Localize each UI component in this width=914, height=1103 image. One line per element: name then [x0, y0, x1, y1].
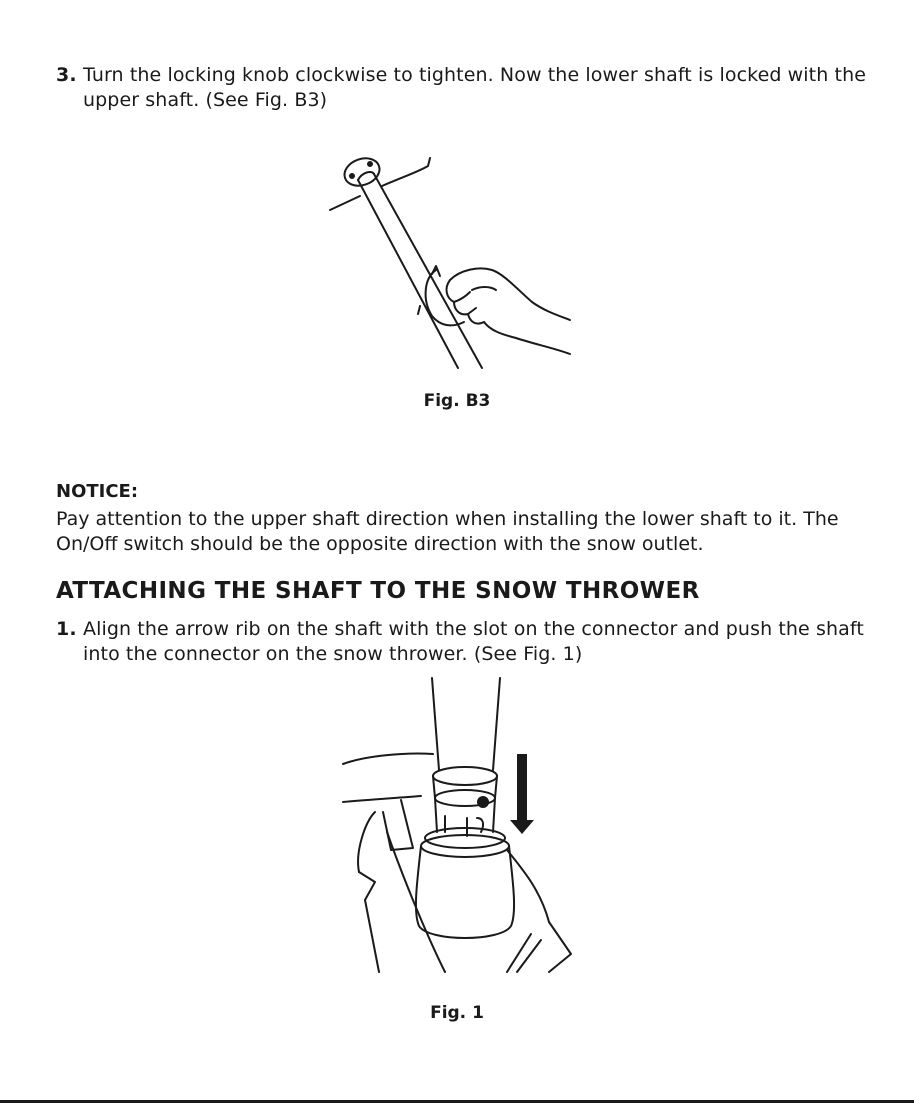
figure-1-illustration	[335, 672, 585, 977]
step-number: 3.	[56, 64, 77, 86]
notice-body: Pay attention to the upper shaft direction when installing the lower shaft to it. The On/Off switch should be the opposite direction with the snow outlet.	[56, 508, 839, 555]
figure-b3-illustration	[320, 150, 580, 375]
step-number: 1.	[56, 618, 77, 640]
section-heading: ATTACHING THE SHAFT TO THE SNOW THROWER	[56, 578, 700, 604]
step-text: Turn the locking knob clockwise to tighten. Now the lower shaft is locked with the upper shaft. (See Fig. B3)	[83, 64, 866, 111]
step-3	[56, 63, 876, 113]
step-1	[56, 617, 876, 667]
figure-1-caption: Fig. 1	[430, 1003, 484, 1023]
step-text: Align the arrow rib on the shaft with the slot on the connector and push the shaft into the connector on the snow thrower. (See Fig. 1)	[83, 618, 864, 665]
notice-title: NOTICE:	[56, 481, 139, 502]
figure-b3-caption: Fig. B3	[423, 391, 491, 411]
